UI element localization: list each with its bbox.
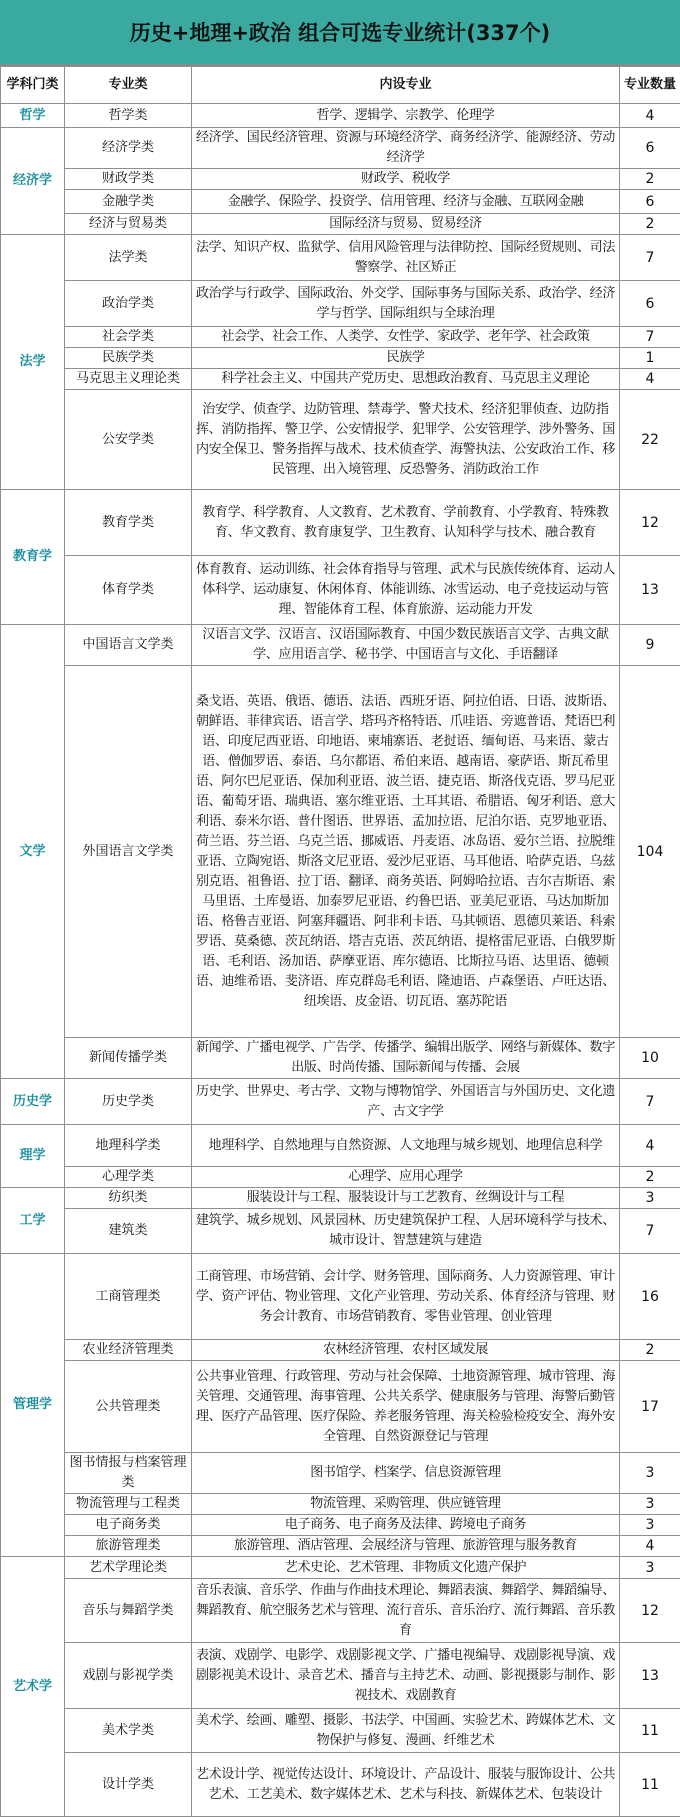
table-row (1, 390, 680, 490)
majors-cell: 政治学与行政学、国际政治、外交学、国际事务与国际关系、政治学、经济学与哲学、国际组织与全球治理 (192, 281, 620, 327)
count-cell: 22 (620, 390, 680, 490)
category-cell: 民族学类 (65, 348, 192, 369)
category-cell: 图书情报与档案管理类 (65, 1453, 192, 1494)
category-cell: 财政学类 (65, 169, 192, 190)
table-row (1, 556, 680, 625)
table-row (1, 625, 680, 666)
category-cell: 公共管理类 (65, 1361, 192, 1453)
category-cell: 物流管理与工程类 (65, 1494, 192, 1515)
majors-cell: 教育学、科学教育、人文教育、艺术教育、学前教育、小学教育、特殊教育、华文教育、教育康复学、卫生教育、认知科学与技术、融合教育 (192, 490, 620, 556)
count-cell: 3 (620, 1515, 680, 1536)
table-row (1, 327, 680, 348)
count-cell: 4 (620, 104, 680, 128)
category-cell: 工商管理类 (65, 1254, 192, 1340)
discipline-cell: 法学 (1, 235, 65, 490)
page-title: 历史+地理+政治 组合可选专业统计(337个) (0, 0, 680, 66)
majors-cell: 服装设计与工程、服装设计与工艺教育、丝绸设计与工程 (192, 1188, 620, 1209)
table-row (1, 1361, 680, 1453)
column-header-count: 专业数量 (620, 67, 680, 104)
discipline-cell: 文学 (1, 625, 65, 1079)
count-cell: 7 (620, 327, 680, 348)
count-cell: 11 (620, 1753, 680, 1817)
category-cell: 纺织类 (65, 1188, 192, 1209)
category-cell: 美术学类 (65, 1709, 192, 1753)
column-header-majors: 内设专业 (192, 67, 620, 104)
table-row (1, 1209, 680, 1254)
majors-cell: 经济学、国民经济管理、资源与环境经济学、商务经济学、能源经济、劳动经济学 (192, 128, 620, 169)
category-cell: 戏剧与影视学类 (65, 1643, 192, 1709)
discipline-cell: 历史学 (1, 1079, 65, 1125)
table-row (1, 190, 680, 214)
majors-cell: 表演、戏剧学、电影学、戏剧影视文学、广播电视编导、戏剧影视导演、戏剧影视美术设计、录音艺术、播音与主持艺术、动画、影视摄影与制作、影视技术、戏剧教育 (192, 1643, 620, 1709)
category-cell: 经济与贸易类 (65, 214, 192, 235)
count-cell: 6 (620, 128, 680, 169)
count-cell: 12 (620, 1579, 680, 1643)
table-row (1, 369, 680, 390)
table-row (1, 1536, 680, 1557)
majors-cell: 工商管理、市场营销、会计学、财务管理、国际商务、人力资源管理、审计学、资产评估、物业管理、文化产业管理、劳动关系、体育经济与管理、财务会计教育、市场营销教育、零售业管理、创业管理 (192, 1254, 620, 1340)
discipline-cell: 理学 (1, 1125, 65, 1188)
table-row (1, 1515, 680, 1536)
table-row (1, 1557, 680, 1579)
discipline-cell: 经济学 (1, 128, 65, 235)
count-cell: 4 (620, 1125, 680, 1167)
category-cell: 地理科学类 (65, 1125, 192, 1167)
count-cell: 11 (620, 1709, 680, 1753)
discipline-cell: 教育学 (1, 490, 65, 625)
majors-cell: 艺术设计学、视觉传达设计、环境设计、产品设计、服装与服饰设计、公共艺术、工艺美术、数字媒体艺术、艺术与科技、新媒体艺术、包装设计 (192, 1753, 620, 1817)
category-cell: 农业经济管理类 (65, 1340, 192, 1361)
discipline-cell: 艺术学 (1, 1557, 65, 1817)
category-cell: 设计学类 (65, 1753, 192, 1817)
count-cell: 16 (620, 1254, 680, 1340)
category-cell: 外国语言文学类 (65, 666, 192, 1038)
majors-cell: 哲学、逻辑学、宗教学、伦理学 (192, 104, 620, 128)
count-cell: 9 (620, 625, 680, 666)
majors-cell: 桑戈语、英语、俄语、德语、法语、西班牙语、阿拉伯语、日语、波斯语、朝鲜语、菲律宾语、语言学、塔玛齐格特语、爪哇语、旁遮普语、梵语巴利语、印度尼西亚语、印地语、柬埔寨语、老挝语、缅甸语、马来语、蒙古语、僧伽罗语、泰语、乌尔都语、希伯来语、越南语、豪萨语、斯瓦希里语、阿尔巴尼亚语、保加利亚语、波兰语、捷克语、斯洛伐克语、罗马尼亚语、葡萄牙语、瑞典语、塞尔维亚语、土耳其语、希腊语、匈牙利语、意大利语、泰米尔语、普什图语、世界语、孟加拉语、尼泊尔语、克罗地亚语、荷兰语、芬兰语、乌克兰语、挪威语、丹麦语、冰岛语、爱尔兰语、拉脱维亚语、立陶宛语、斯洛文尼亚语、爱沙尼亚语、马耳他语、哈萨克语、乌兹别克语、祖鲁语、拉丁语、翻译、商务英语、阿姆哈拉语、吉尔吉斯语、索马里语、土库曼语、加泰罗尼亚语、约鲁巴语、亚美尼亚语、马达加斯加语、格鲁吉亚语、阿塞拜疆语、阿非利卡语、马其顿语、恩德贝莱语、科索罗语、莫桑德、茨瓦纳语、塔吉克语、茨瓦纳语、提格雷尼亚语、白俄罗斯语、毛利语、汤加语、萨摩亚语、库尔德语、比斯拉马语、达里语、德顿语、迪维希语、斐济语、库克群岛毛利语、隆迪语、卢森堡语、卢旺达语、纽埃语、皮金语、切瓦语、塞苏陀语 (192, 666, 620, 1038)
majors-cell: 艺术史论、艺术管理、非物质文化遗产保护 (192, 1557, 620, 1579)
majors-cell: 音乐表演、音乐学、作曲与作曲技术理论、舞蹈表演、舞蹈学、舞蹈编导、舞蹈教育、航空服务艺术与管理、流行音乐、音乐治疗、流行舞蹈、音乐教育 (192, 1579, 620, 1643)
count-cell: 17 (620, 1361, 680, 1453)
count-cell: 3 (620, 1557, 680, 1579)
table-row (1, 235, 680, 281)
count-cell: 104 (620, 666, 680, 1038)
table-row (1, 1753, 680, 1817)
category-cell: 新闻传播学类 (65, 1038, 192, 1079)
count-cell: 4 (620, 369, 680, 390)
category-cell: 旅游管理类 (65, 1536, 192, 1557)
table-row (1, 1453, 680, 1494)
count-cell: 10 (620, 1038, 680, 1079)
table-row (1, 1038, 680, 1079)
table-row (1, 490, 680, 556)
category-cell: 马克思主义理论类 (65, 369, 192, 390)
count-cell: 3 (620, 1494, 680, 1515)
majors-cell: 科学社会主义、中国共产党历史、思想政治教育、马克思主义理论 (192, 369, 620, 390)
category-cell: 体育学类 (65, 556, 192, 625)
count-cell: 7 (620, 235, 680, 281)
table-row (1, 1188, 680, 1209)
majors-cell: 地理科学、自然地理与自然资源、人文地理与城乡规划、地理信息科学 (192, 1125, 620, 1167)
count-cell: 6 (620, 190, 680, 214)
majors-cell: 民族学 (192, 348, 620, 369)
discipline-cell: 工学 (1, 1188, 65, 1254)
category-cell: 中国语言文学类 (65, 625, 192, 666)
majors-cell: 美术学、绘画、雕塑、摄影、书法学、中国画、实验艺术、跨媒体艺术、文物保护与修复、漫画、纤维艺术 (192, 1709, 620, 1753)
count-cell: 12 (620, 490, 680, 556)
table-row (1, 1709, 680, 1753)
count-cell: 4 (620, 1536, 680, 1557)
majors-cell: 公共事业管理、行政管理、劳动与社会保障、土地资源管理、城市管理、海关管理、交通管理、海事管理、公共关系学、健康服务与管理、海警后勤管理、医疗产品管理、医疗保险、养老服务管理、海关检验检疫安全、海外安全管理、自然资源登记与管理 (192, 1361, 620, 1453)
column-header-category: 专业类 (65, 67, 192, 104)
table-row (1, 1494, 680, 1515)
majors-cell: 电子商务、电子商务及法律、跨境电子商务 (192, 1515, 620, 1536)
count-cell: 2 (620, 1340, 680, 1361)
majors-cell: 治安学、侦查学、边防管理、禁毒学、警犬技术、经济犯罪侦查、边防指挥、消防指挥、警卫学、公安情报学、犯罪学、公安管理学、涉外警务、国内安全保卫、警务指挥与战术、技术侦查学、海警执法、公安政治工作、移民管理、出入境管理、反恐警务、消防政治工作 (192, 390, 620, 490)
count-cell: 13 (620, 1643, 680, 1709)
majors-cell: 汉语言文学、汉语言、汉语国际教育、中国少数民族语言文学、古典文献学、应用语言学、秘书学、中国语言与文化、手语翻译 (192, 625, 620, 666)
count-cell: 2 (620, 169, 680, 190)
majors-cell: 财政学、税收学 (192, 169, 620, 190)
table-row (1, 281, 680, 327)
category-cell: 电子商务类 (65, 1515, 192, 1536)
count-cell: 13 (620, 556, 680, 625)
count-cell: 2 (620, 1167, 680, 1188)
majors-cell: 体育教育、运动训练、社会体育指导与管理、武术与民族传统体育、运动人体科学、运动康复、休闲体育、体能训练、冰雪运动、电子竞技运动与管理、智能体育工程、体育旅游、运动能力开发 (192, 556, 620, 625)
majors-cell: 农林经济管理、农村区域发展 (192, 1340, 620, 1361)
category-cell: 艺术学理论类 (65, 1557, 192, 1579)
table-row (1, 169, 680, 190)
majors-cell: 金融学、保险学、投资学、信用管理、经济与金融、互联网金融 (192, 190, 620, 214)
category-cell: 音乐与舞蹈学类 (65, 1579, 192, 1643)
table-row (1, 1254, 680, 1340)
majors-cell: 物流管理、采购管理、供应链管理 (192, 1494, 620, 1515)
count-cell: 1 (620, 348, 680, 369)
discipline-cell: 管理学 (1, 1254, 65, 1557)
majors-cell: 建筑学、城乡规划、风景园林、历史建筑保护工程、人居环境科学与技术、城市设计、智慧建筑与建造 (192, 1209, 620, 1254)
count-cell: 3 (620, 1453, 680, 1494)
table-row (1, 128, 680, 169)
majors-cell: 历史学、世界史、考古学、文物与博物馆学、外国语言与外国历史、文化遗产、古文字学 (192, 1079, 620, 1125)
category-cell: 心理学类 (65, 1167, 192, 1188)
table-header-row (1, 67, 680, 104)
discipline-cell: 哲学 (1, 104, 65, 128)
count-cell: 3 (620, 1188, 680, 1209)
table-row (1, 1643, 680, 1709)
category-cell: 金融学类 (65, 190, 192, 214)
category-cell: 哲学类 (65, 104, 192, 128)
column-header-discipline: 学科门类 (1, 67, 65, 104)
table-row (1, 666, 680, 1038)
table-body (1, 104, 680, 1817)
count-cell: 7 (620, 1079, 680, 1125)
table-row (1, 1579, 680, 1643)
table-row (1, 1079, 680, 1125)
category-cell: 法学类 (65, 235, 192, 281)
table-row (1, 1340, 680, 1361)
majors-cell: 心理学、应用心理学 (192, 1167, 620, 1188)
majors-cell: 社会学、社会工作、人类学、女性学、家政学、老年学、社会政策 (192, 327, 620, 348)
category-cell: 教育学类 (65, 490, 192, 556)
majors-table (0, 66, 680, 1817)
table-row (1, 348, 680, 369)
count-cell: 2 (620, 214, 680, 235)
majors-cell: 图书馆学、档案学、信息资源管理 (192, 1453, 620, 1494)
table-row (1, 104, 680, 128)
table-row (1, 1125, 680, 1167)
category-cell: 经济学类 (65, 128, 192, 169)
category-cell: 政治学类 (65, 281, 192, 327)
count-cell: 7 (620, 1209, 680, 1254)
table-row (1, 1167, 680, 1188)
majors-cell: 新闻学、广播电视学、广告学、传播学、编辑出版学、网络与新媒体、数字出版、时尚传播、国际新闻与传播、会展 (192, 1038, 620, 1079)
category-cell: 历史学类 (65, 1079, 192, 1125)
category-cell: 社会学类 (65, 327, 192, 348)
category-cell: 公安学类 (65, 390, 192, 490)
count-cell: 6 (620, 281, 680, 327)
majors-cell: 国际经济与贸易、贸易经济 (192, 214, 620, 235)
table-row (1, 214, 680, 235)
majors-cell: 法学、知识产权、监狱学、信用风险管理与法律防控、国际经贸规则、司法警察学、社区矫正 (192, 235, 620, 281)
majors-cell: 旅游管理、酒店管理、会展经济与管理、旅游管理与服务教育 (192, 1536, 620, 1557)
category-cell: 建筑类 (65, 1209, 192, 1254)
